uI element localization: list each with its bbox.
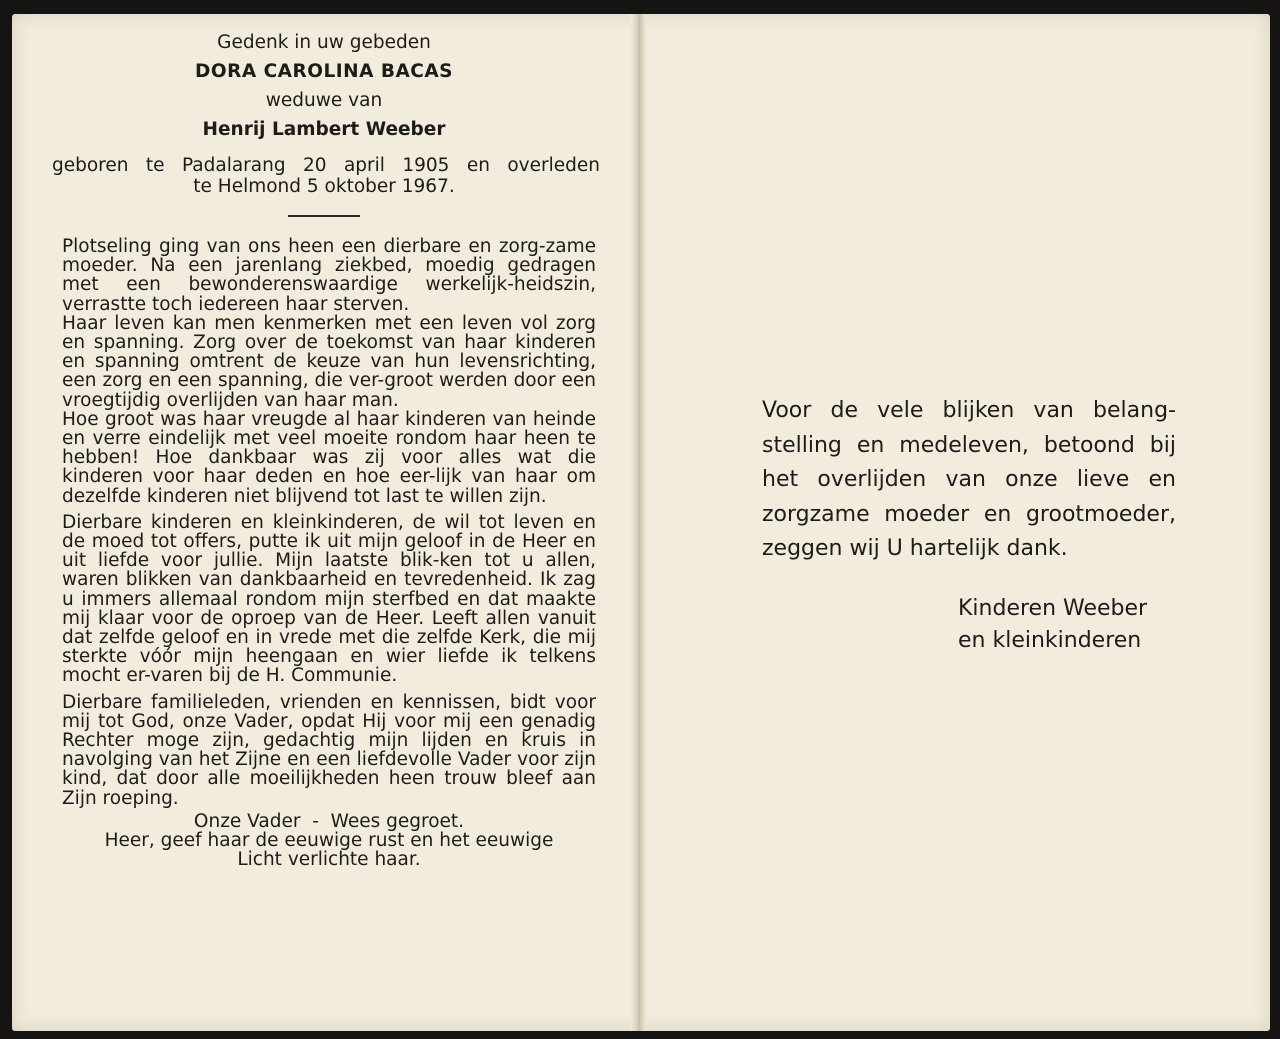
signature-line-1: Kinderen Weeber <box>958 595 1148 621</box>
divider-rule <box>288 215 360 217</box>
deceased-name: DORA CAROLINA BACAS <box>194 61 453 82</box>
signature-block <box>762 593 1176 657</box>
left-panel <box>48 28 600 869</box>
birth-line-2: te Helmond 5 oktober 1967. <box>193 176 455 197</box>
right-panel <box>762 394 1176 657</box>
thanks-text: Voor de vele blijken van belang-stelling en medeleven, betoond bij het overlijden van onze lieve en zorgzame moeder en grootmoeder, zeggen wij U hartelijk dank. <box>762 398 1176 561</box>
paragraph-1: Plotseling ging van ons heen een dierbare en zorg-zame moeder. Na een jarenlang ziekbed, moedig gedragen met een bewonderenswaardige werkelijk-heidszin, verrastte toch iedereen haar sterven. <box>62 236 596 315</box>
intro-line: Gedenk in uw gebeden <box>217 32 431 53</box>
birth-line-1: geboren te Padalarang 20 april 1905 en overleden <box>52 155 600 176</box>
paragraph-4: Dierbare kinderen en kleinkinderen, de wil tot leven en de moed tot offers, putte ik uit mijn geloof in de Heer en uit liefde voor jullie. Mijn laatste blik-ken tot u allen, waren blikken van dankbaarheid en tevredenheid. Ik zag u immers allemaal rondom mijn sterfbed en dat maakte mij klaar voor de oproep van de Heer. Leeft allen vanuit dat zelfde geloof en in vrede met die zelfde Kerk, die mij sterkte vóór mijn heengaan en wier liefde ik telkens mocht er-varen bij de H. Communie. <box>62 511 596 687</box>
paragraph-2: Haar leven kan men kenmerken met een leven vol zorg en spanning. Zorg over de toekomst van haar kinderen en spanning omtrent de keuze van hun levensrichting, een zorg en een spanning, die ver-groot werden door een vroegtijdig overlijden van haar man. <box>62 312 596 411</box>
husband-name: Henrij Lambert Weeber <box>202 119 446 140</box>
final-line-1: Heer, geef haar de eeuwige rust en het eeuwige <box>104 829 554 851</box>
final-line-2: Licht verlichte haar. <box>237 848 421 870</box>
birth-death-block <box>48 155 600 197</box>
card-fold <box>630 14 646 1031</box>
paragraph-3: Hoe groot was haar vreugde al haar kinderen van heinde en verre eindelijk met veel moeite rondom haar heen te hebben! Hoe dankbaar was zij voor alles wat die kinderen voor haar deden en hoe eer-lijk van haar om dezelfde kinderen niet blijvend tot last te willen zijn. <box>62 408 596 507</box>
widow-of-line: weduwe van <box>265 90 383 111</box>
signature-line-2: en kleinkinderen <box>958 627 1142 653</box>
prayer-line: Onze Vader - Wees gegroet. <box>193 810 465 832</box>
paragraph-5: Dierbare familieleden, vrienden en kennissen, bidt voor mij tot God, onze Vader, opdat Hij voor mij een genadig Rechter moge zijn, gedachtig mijn lijden en kruis in navolging van het Zijne en een liefdevolle Vader voor zijn kind, dat door alle moeilijkheden heen trouw bleef aan Zijn roeping. <box>62 691 596 809</box>
